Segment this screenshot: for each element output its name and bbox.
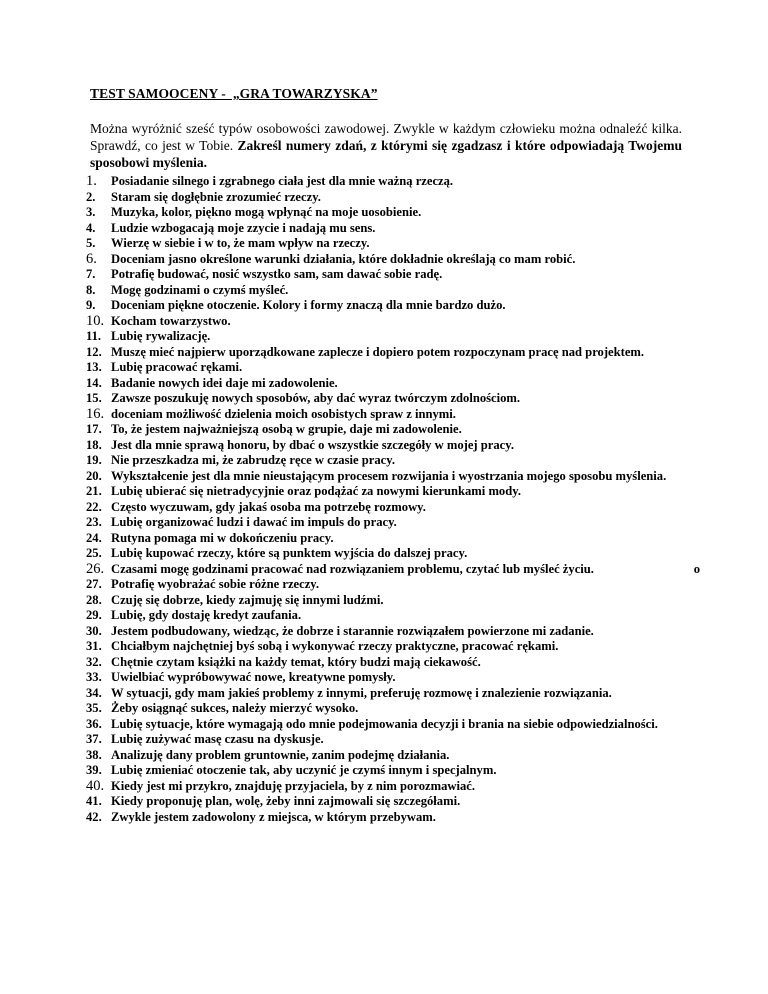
statement-text: Lubię, gdy dostaję kredyt zaufania.: [111, 608, 302, 622]
statement-number[interactable]: 13.: [86, 360, 102, 374]
statement-item[interactable]: [80, 298, 700, 314]
statement-number[interactable]: 2.: [86, 189, 96, 204]
statement-item[interactable]: [80, 360, 700, 376]
statement-text: Wykształcenie jest dla mnie nieustającym procesem rozwijania i wyostrzania mojego sposobu myślenia.: [111, 468, 667, 483]
statement-number[interactable]: 23.: [86, 515, 102, 529]
statement-item[interactable]: [80, 438, 700, 454]
statement-number[interactable]: 12.: [86, 344, 102, 359]
statement-item[interactable]: [80, 531, 700, 547]
statement-item[interactable]: [80, 546, 700, 562]
statement-number[interactable]: 27.: [86, 577, 102, 591]
statement-text: Lubię sytuacje, które wymagają odo mnie podejmowania decyzji i brania na siebie odpowiedzialności.: [111, 716, 658, 731]
statement-text: Muszę mieć najpierw uporządkowane zaplecze i dopiero potem rozpoczynam pracę nad projektem.: [111, 344, 645, 359]
statement-text: Kiedy proponuję plan, wolę, żeby inni zajmowali się szczegółami.: [111, 794, 461, 808]
statement-number[interactable]: 17.: [86, 422, 102, 436]
statement-number[interactable]: 1.: [86, 173, 97, 189]
statement-item[interactable]: [80, 624, 700, 640]
statement-text: Lubię organizować ludzi i dawać im impuls do pracy.: [111, 515, 397, 529]
statement-item[interactable]: [80, 717, 700, 733]
statement-text: Staram się dogłębnie zrozumieć rzeczy.: [111, 189, 321, 204]
statement-item[interactable]: [80, 763, 700, 779]
statement-number[interactable]: 10.: [86, 312, 105, 329]
statement-number[interactable]: 28.: [86, 592, 102, 607]
statement-item[interactable]: [80, 515, 700, 531]
statement-number[interactable]: 31.: [86, 639, 102, 653]
statement-text: Ludzie wzbogacają moje zzycie i nadają mu sens.: [111, 220, 376, 235]
statement-text: Często wyczuwam, gdy jakaś osoba ma potrzebę rozmowy.: [111, 499, 426, 514]
statement-text: Badanie nowych idei daje mi zadowolenie.: [111, 375, 338, 390]
statement-number[interactable]: 33.: [86, 670, 102, 684]
statement-item[interactable]: [80, 639, 700, 655]
statement-number[interactable]: 36.: [86, 716, 102, 731]
statement-text: Zawsze poszukuję nowych sposobów, aby dać wyraz twórczym zdolnościom.: [111, 391, 521, 405]
statement-text: Jestem podbudowany, wiedząc, że dobrze i starannie rozwiązałem powierzone mi zadanie.: [111, 623, 594, 638]
statement-item[interactable]: [80, 283, 700, 299]
statement-number[interactable]: 41.: [86, 794, 102, 808]
statement-text: Nie przeszkadza mi, że zabrudzę ręce w czasie pracy.: [111, 453, 395, 467]
statement-item[interactable]: [80, 779, 700, 795]
statement-number[interactable]: 38.: [86, 747, 102, 762]
statement-number[interactable]: 32.: [86, 654, 102, 669]
statement-text: Zwykle jestem zadowolony z miejsca, w którym przebywam.: [111, 809, 436, 824]
statement-text: doceniam możliwość dzielenia moich osobistych spraw z innymi.: [111, 406, 456, 421]
statement-number[interactable]: 20.: [86, 468, 102, 483]
statement-text: Jest dla mnie sprawą honoru, by dbać o wszystkie szczegóły w mojej pracy.: [111, 437, 514, 452]
statement-text: Lubię zmieniać otoczenie tak, aby uczynić je czymś innym i specjalnym.: [111, 763, 497, 777]
statement-text: Muzyka, kolor, piękno mogą wpłynąć na moje uosobienie.: [111, 205, 422, 219]
statement-item[interactable]: [80, 655, 700, 671]
statement-number[interactable]: 22.: [86, 499, 102, 514]
statement-item[interactable]: [80, 701, 700, 717]
statement-item[interactable]: [80, 252, 700, 268]
statement-text: Posiadanie silnego i zgrabnego ciała jest dla mnie ważną rzeczą.: [111, 174, 454, 188]
statement-number[interactable]: 18.: [86, 437, 102, 452]
statement-item[interactable]: [80, 391, 700, 407]
statement-number[interactable]: 39.: [86, 763, 102, 777]
statement-item[interactable]: [80, 562, 700, 578]
intro-text: Można wyróżnić sześć typów osobowości zawodowej. Zwykle w każdym człowieku można odnaleźć kilka. Sprawdź, co jest w Tobie.: [90, 121, 682, 153]
statement-item[interactable]: [80, 345, 700, 361]
statement-number[interactable]: 9.: [86, 298, 96, 312]
statement-text: Potrafię wyobrażać sobie różne rzeczy.: [111, 577, 320, 591]
statement-text: Rutyna pomaga mi w dokończeniu pracy.: [111, 530, 334, 545]
statement-number[interactable]: 16.: [86, 405, 105, 422]
statement-item[interactable]: [80, 407, 700, 423]
statement-number[interactable]: 37.: [86, 732, 102, 746]
page-title: TEST SAMOOCENY - „GRA TOWARZYSKA”: [90, 86, 378, 101]
statement-item[interactable]: [80, 593, 700, 609]
statement-number[interactable]: 6.: [86, 250, 97, 267]
statement-item[interactable]: [80, 267, 700, 283]
statement-number[interactable]: 3.: [86, 205, 96, 219]
statement-item[interactable]: [80, 670, 700, 686]
statement-text: Chętnie czytam książki na każdy temat, który budzi mają ciekawość.: [111, 654, 481, 669]
statement-item[interactable]: [80, 453, 700, 469]
statement-text: Żeby osiągnąć sukces, należy mierzyć wysoko.: [111, 701, 359, 715]
statement-list: [80, 174, 700, 825]
statement-item[interactable]: [80, 221, 700, 237]
statement-text: Mogę godzinami o czymś myśleć.: [111, 282, 289, 297]
statement-number[interactable]: 21.: [86, 484, 102, 498]
statement-number[interactable]: 14.: [86, 375, 102, 390]
statement-item[interactable]: [80, 484, 700, 500]
statement-text: Czuję się dobrze, kiedy zajmuję się innymi ludźmi.: [111, 592, 384, 607]
statement-text: Kiedy jest mi przykro, znajduję przyjaciela, by z nim porozmawiać.: [111, 778, 476, 793]
statement-item[interactable]: [80, 686, 700, 702]
statement-number[interactable]: 34.: [86, 685, 102, 700]
statement-number[interactable]: 30.: [86, 623, 102, 638]
statement-item[interactable]: [80, 577, 700, 593]
statement-item[interactable]: [80, 236, 700, 252]
statement-number[interactable]: 40.: [86, 777, 105, 794]
statement-number[interactable]: 42.: [86, 809, 102, 824]
statement-item[interactable]: [80, 174, 700, 190]
statement-item[interactable]: [80, 732, 700, 748]
statement-text: Lubię zużywać masę czasu na dyskusje.: [111, 732, 324, 746]
statement-item[interactable]: [80, 469, 700, 485]
statement-item[interactable]: [80, 608, 700, 624]
statement-item[interactable]: [80, 376, 700, 392]
statement-item[interactable]: [80, 500, 700, 516]
statement-item[interactable]: [80, 422, 700, 438]
statement-trailing-text: o: [693, 561, 700, 576]
statement-number[interactable]: 26.: [86, 560, 105, 577]
statement-item[interactable]: [80, 314, 700, 330]
statement-number[interactable]: 4.: [86, 220, 96, 235]
statement-text: Analizuję dany problem gruntownie, zanim podejmę działania.: [111, 747, 450, 762]
statement-text: Lubię ubierać się nietradycyjnie oraz podążać za nowymi kierunkami mody.: [111, 484, 521, 498]
statement-item[interactable]: [80, 810, 700, 826]
statement-text: Doceniam piękne otoczenie. Kolory i formy znaczą dla mnie bardzo dużo.: [111, 298, 506, 312]
statement-number[interactable]: 35.: [86, 701, 102, 715]
statement-text: Lubię kupować rzeczy, które są punktem wyjścia do dalszej pracy.: [111, 546, 468, 560]
statement-text: Wierzę w siebie i w to, że mam wpływ na rzeczy.: [111, 236, 370, 250]
statement-item[interactable]: [80, 329, 700, 345]
statement-number[interactable]: 5.: [86, 236, 96, 250]
intro-instruction: Zakreśl numery zdań, z którymi się zgadzasz i które odpowiadają Twojemu sposobowi myślenia.: [90, 138, 682, 170]
statement-text: Doceniam jasno określone warunki działania, które dokładnie określają co mam robić.: [111, 251, 576, 266]
statement-text: W sytuacji, gdy mam jakieś problemy z innymi, preferuję rozmowę i znalezienie rozwiązania.: [111, 685, 612, 700]
statement-text: Chciałbym najchętniej byś sobą i wykonywać rzeczy praktyczne, pracować rękami.: [111, 639, 559, 653]
statement-number[interactable]: 15.: [86, 391, 102, 405]
statement-item[interactable]: [80, 794, 700, 810]
statement-text: Lubię rywalizację.: [111, 329, 211, 343]
statement-text: To, że jestem najważniejszą osobą w grupie, daje mi zadowolenie.: [111, 422, 462, 436]
statement-item[interactable]: [80, 205, 700, 221]
statement-number[interactable]: 7.: [86, 267, 96, 281]
statement-text: Lubię pracować rękami.: [111, 360, 243, 374]
statement-text: Kocham towarzystwo.: [111, 313, 231, 328]
statement-number[interactable]: 24.: [86, 530, 102, 545]
statement-number[interactable]: 8.: [86, 282, 96, 297]
statement-number[interactable]: 25.: [86, 546, 102, 560]
statement-item[interactable]: [80, 190, 700, 206]
statement-text: Potrafię budować, nosić wszystko sam, sam dawać sobie radę.: [111, 267, 443, 281]
intro-paragraph: [90, 120, 682, 171]
statement-text: Czasami mogę godzinami pracować nad rozwiązaniem problemu, czytać lub myśleć życiu.: [111, 561, 594, 576]
statement-number[interactable]: 11.: [86, 329, 102, 343]
statement-item[interactable]: [80, 748, 700, 764]
statement-number[interactable]: 29.: [86, 608, 102, 622]
statement-number[interactable]: 19.: [86, 453, 102, 467]
statement-text: Uwielbiać wypróbowywać nowe, kreatywne pomysły.: [111, 670, 396, 684]
